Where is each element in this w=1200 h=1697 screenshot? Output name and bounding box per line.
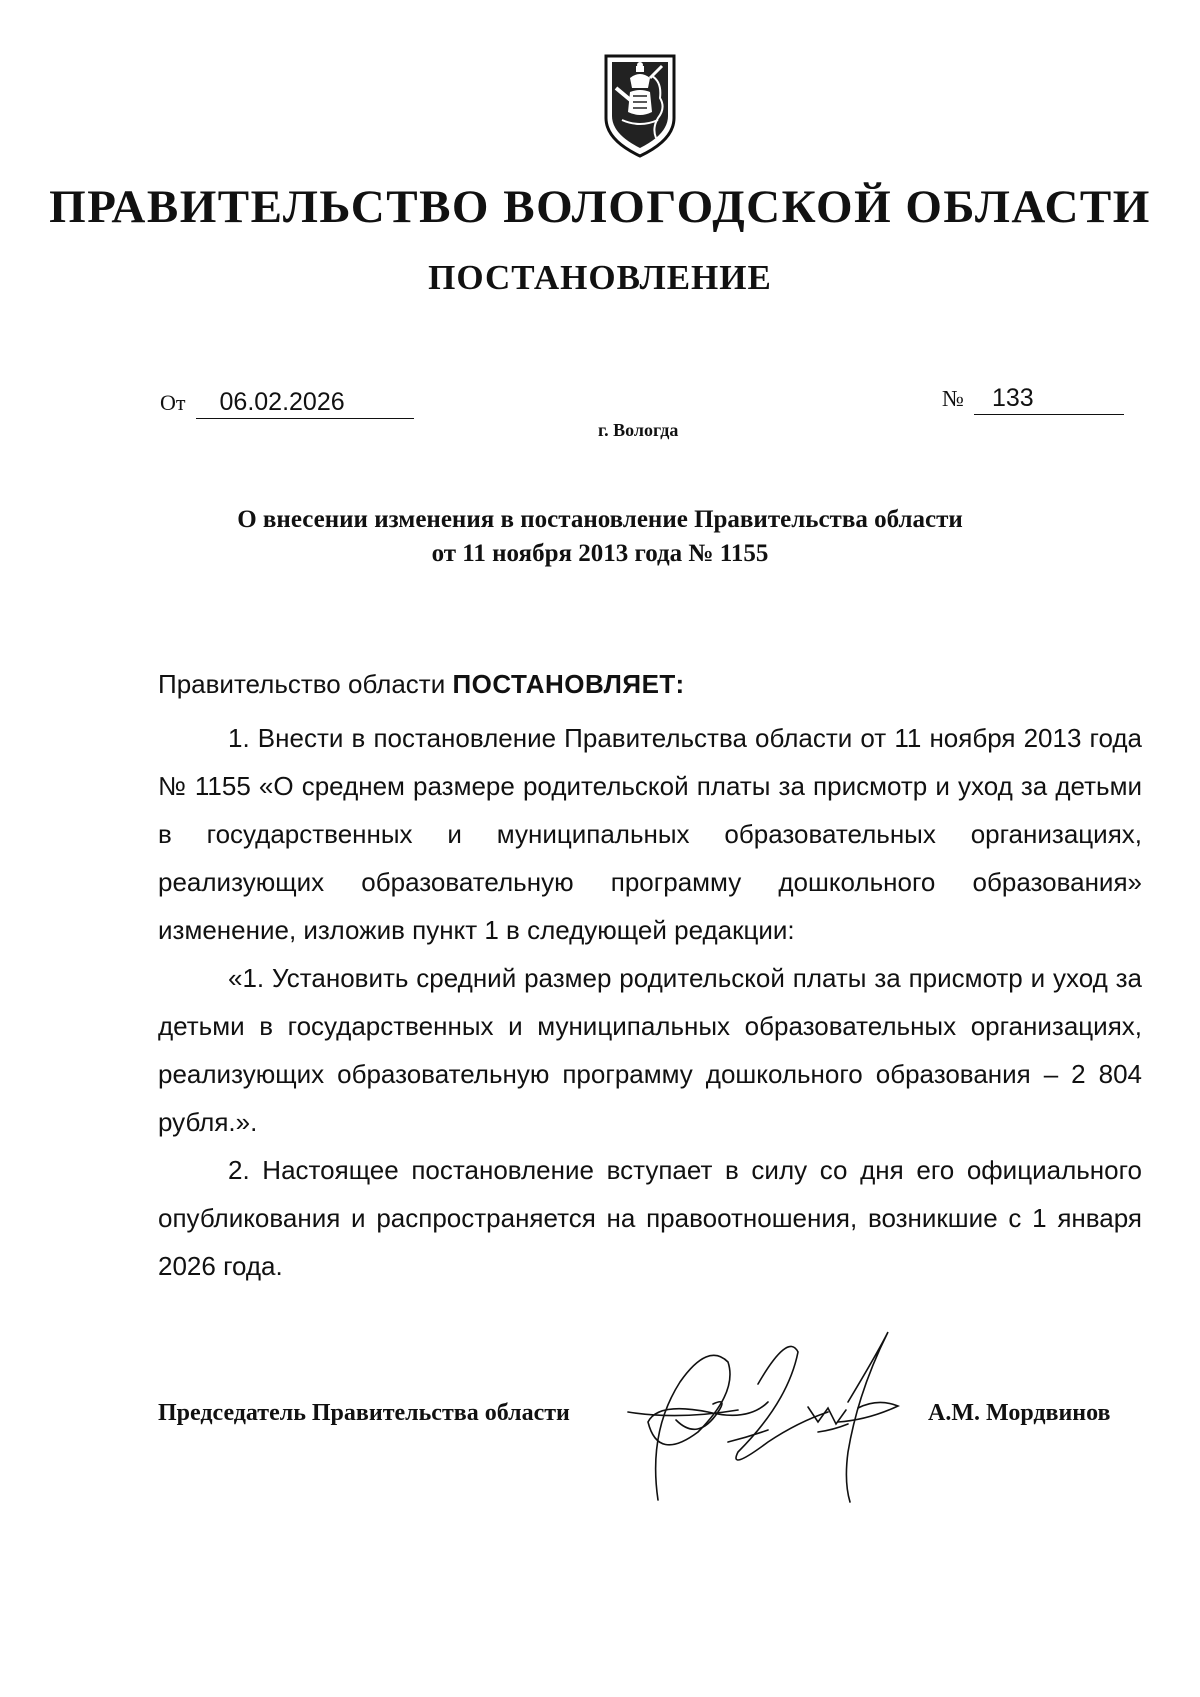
number-label: №	[942, 386, 964, 411]
coat-of-arms-icon	[600, 48, 680, 160]
paragraph-2: 2. Настоящее постановление вступает в силу со дня его официального опубликования и распространяется на правоотношения, возникшие с 1 января 2026 года.	[158, 1155, 1142, 1281]
intro-decree: ПОСТАНОВЛЯЕТ:	[452, 669, 685, 699]
document-subject	[150, 503, 1050, 571]
date-label: От	[160, 390, 186, 415]
signatory-position: Председатель Правительства области	[158, 1400, 570, 1426]
paragraph-1-quote: «1. Установить средний размер родительской платы за присмотр и уход за детьми в государственных и муниципальных образовательных организациях, реализующих образовательную программу дошкольного образования – 2 804 рубля.».	[158, 963, 1142, 1137]
subject-line-2: от 11 ноября 2013 года № 1155	[431, 540, 769, 567]
intro-text: Правительство области	[158, 669, 453, 699]
date-value: 06.02.2026	[196, 386, 414, 419]
paragraph-1: 1. Внести в постановление Правительства области от 11 ноября 2013 года № 1155 «О среднем размере родительской платы за присмотр и уход за детьми в государственных и муниципальных образовательных организациях, реализующих образовательную программу дошкольного образования» изменение, изложив пункт 1 в следующей редакции:	[158, 723, 1142, 945]
number-value: 133	[974, 382, 1124, 415]
city-label: г. Вологда	[598, 420, 679, 440]
subject-line-1: О внесении изменения в постановление Правительства области	[237, 506, 963, 533]
document-date	[160, 386, 414, 419]
document-body	[158, 660, 1142, 1290]
resolution-intro	[158, 660, 1142, 708]
document-type: ПОСТАНОВЛЕНИЕ	[428, 258, 772, 297]
handwritten-signature	[618, 1312, 938, 1542]
government-title: ПРАВИТЕЛЬСТВО ВОЛОГОДСКОЙ ОБЛАСТИ	[49, 181, 1151, 233]
document-number	[942, 382, 1124, 415]
signatory-name: А.М. Мордвинов	[928, 1400, 1111, 1426]
